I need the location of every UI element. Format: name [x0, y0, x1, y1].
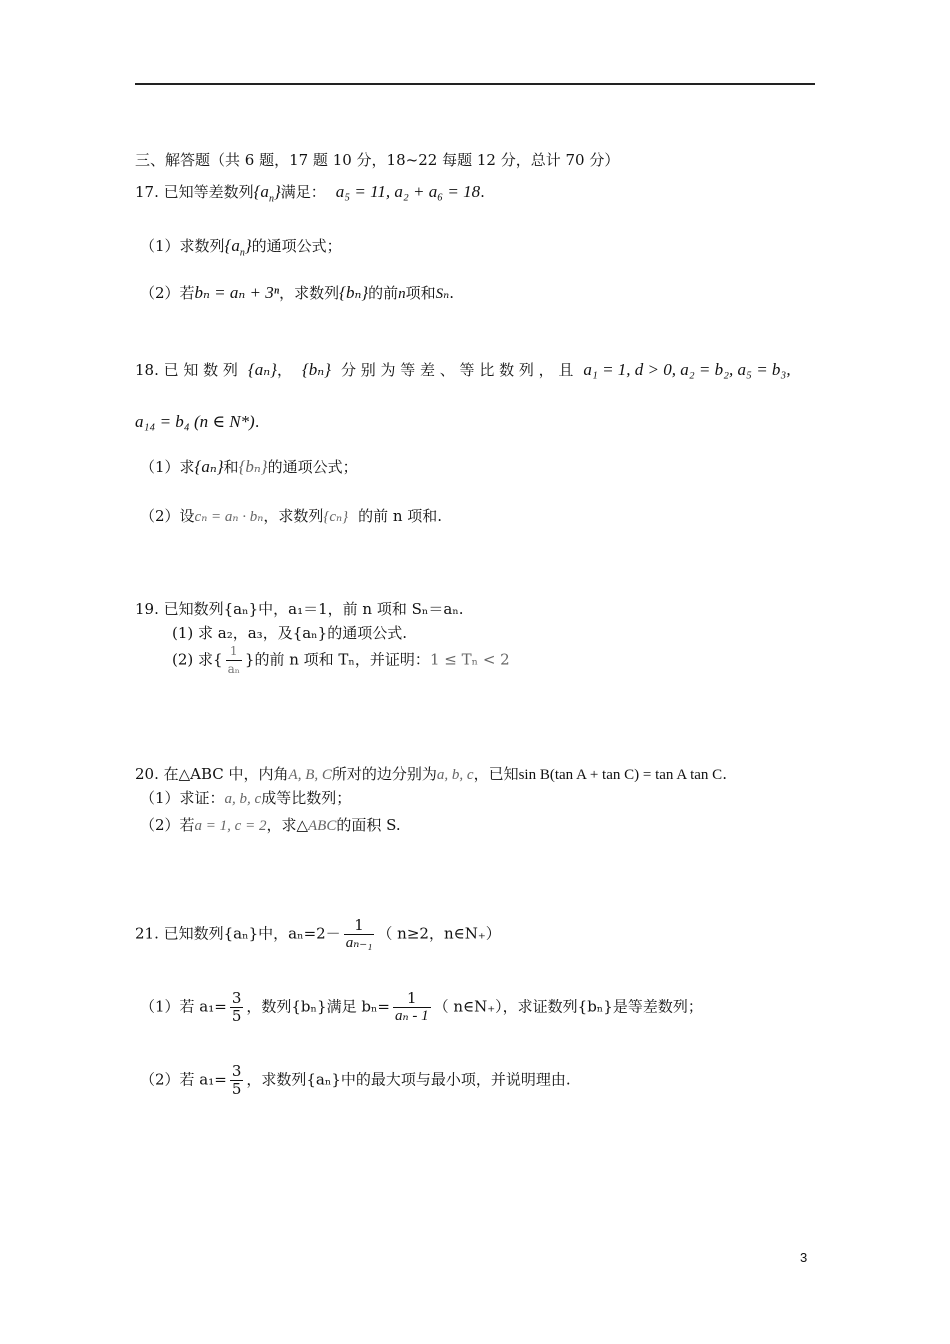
q19-stem: 19. 已知数列{aₙ}中，a₁＝1，前 n 项和 Sₙ＝aₙ. [135, 600, 464, 618]
q19-fraction: $\frac{1}{\text{aₙ}}$ [227, 644, 240, 676]
q20-part2: （2）若a = 1, c = 2，求△ABC的面积 S. [140, 816, 401, 834]
q19-inequality: 1 ≤ Tₙ < 2 [429, 650, 510, 669]
q17-part2: （2）若bₙ = aₙ + 3ⁿ，求数列{bₙ}的前n项和Sₙ. [140, 283, 455, 302]
section-heading: 三、解答题（共 6 题，17 题 10 分，18~22 每题 12 分，总计 70 分） [135, 151, 620, 169]
q18-condition1: a₁ = 1, d > 0, a₂ = b₂, a₅ = b₃, [583, 360, 791, 379]
q17-p1-set: $\{a_n\}$ [224, 236, 252, 259]
q17-set: $\{a_n\}$ [253, 182, 281, 205]
q18-condition2: a₁₄ = b₄ (n ∈ N*) [135, 412, 255, 431]
q18-condition2-line: a₁₄ = b₄ (n ∈ N*). [135, 412, 260, 431]
q18-part2: （2）设cₙ = aₙ · bₙ，求数列{cₙ} 的前 n 项和. [140, 507, 443, 525]
q17-p2-formula: bₙ = aₙ + 3ⁿ [194, 283, 280, 302]
q17-stem [135, 182, 485, 209]
q18-stem: 18. 已 知 数 列 {aₙ}， {bₙ} 分 别 为 等 差 、 等 比 数 列 ， 且 a₁ = 1, d > 0, a₂ = b₂, a₅ = b₃, [135, 360, 791, 379]
q17-prefix: 17. 已知等差数列 [135, 183, 254, 201]
q17-part1: （1）求数列$\{a_n\}$的通项公式； [140, 236, 342, 259]
q19-part1: (1) 求 a₂，a₃，及{aₙ}的通项公式. [172, 624, 407, 642]
q21-p2-a1-fraction: $\frac{3}{5}$ [231, 1062, 242, 1098]
q21-p1-bn-fraction: $\frac{1}{\text{aₙ - 1}}$ [395, 989, 429, 1024]
q17-mid: 满足： [280, 183, 326, 201]
q20-part1: （1）求证：a, b, c成等比数列； [140, 789, 352, 807]
q17-period: . [480, 183, 485, 201]
q21-fraction: $\frac{1}{\text{aₙ₋₁}}$ [345, 916, 373, 951]
q17-condition: a₅ = 11, a₂ + a₆ = 18 [335, 182, 481, 201]
q21-stem: 21. 已知数列{aₙ}中，aₙ=2－ $\frac{1}{\text{aₙ₋₁}}$ （ n≥2，n∈N₊） [135, 916, 501, 951]
q21-p1-a1-fraction: $\frac{3}{5}$ [231, 989, 242, 1025]
q18-p2-formula: cₙ = aₙ · bₙ [194, 509, 264, 525]
header-rule [135, 83, 815, 85]
q18-part1: （1）求{aₙ}和{bₙ}的通项公式； [140, 457, 358, 476]
q21-part1: （1）若 a₁= $\frac{3}{5}$ ，数列{bₙ}满足 bₙ= $\frac{1}{\text{aₙ - 1}}$ （ n∈N₊），求证数列{bₙ}是等差数列； [140, 989, 703, 1025]
q20-stem: 20. 在△ABC 中，内角A, B, C所对的边分别为a, b, c，已知sin B(tan A + tan C) = tan A tan C. [135, 765, 727, 783]
q19-part2: (2) 求{ $\frac{1}{\text{aₙ}}$ }的前 n 项和 Tₙ，并证明：1 ≤ Tₙ < 2 [172, 644, 510, 676]
q21-part2: （2）若 a₁= $\frac{3}{5}$ ，求数列{aₙ}中的最大项与最小项，并说明理由. [140, 1062, 571, 1098]
q20-condition: sin B(tan A + tan C) = tan A tan C [518, 767, 723, 783]
page-number: 3 [800, 1250, 808, 1265]
